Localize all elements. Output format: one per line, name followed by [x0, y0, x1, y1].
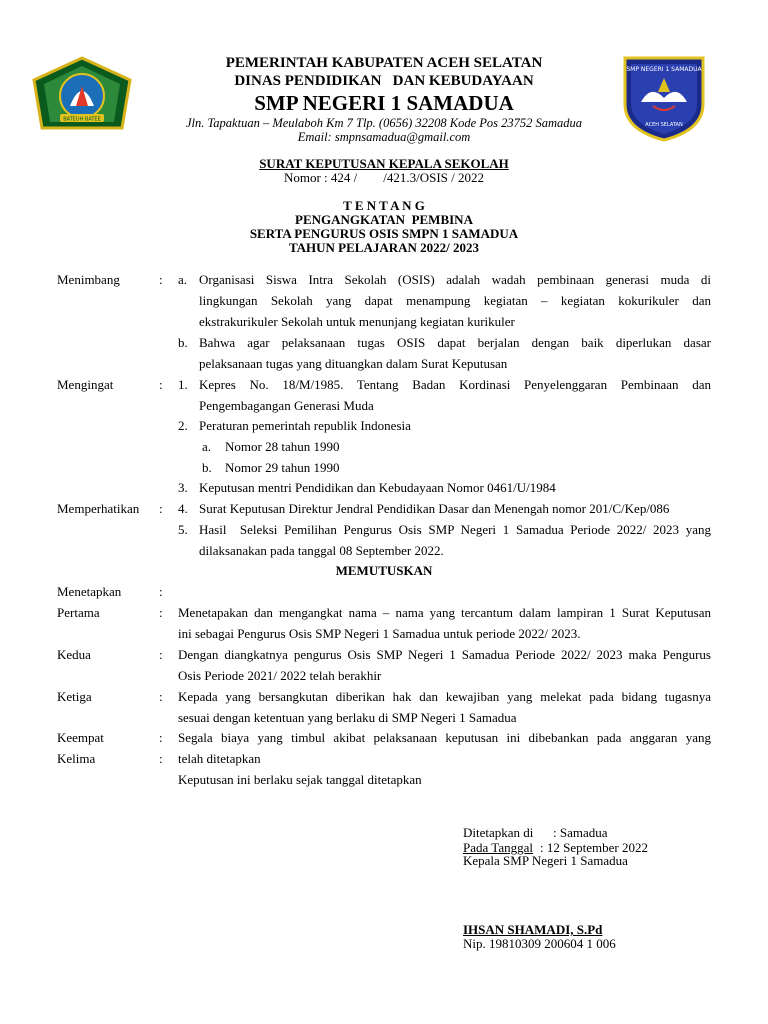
ketiga-line-2: sesuai dengan ketentuan yang berlaku di SMP Negeri 1 Samadua: [178, 710, 517, 725]
keempat-label: Keempat: [57, 730, 104, 745]
mengingat-2a-marker: a.: [202, 439, 212, 454]
menimbang-a-line-3: ekstrakurikuler Sekolah untuk menunjang kegiatan kurikuler: [199, 314, 515, 329]
memperhatikan-label: Memperhatikan: [57, 501, 140, 516]
header-email: Email: smpnsamadua@gmail.com: [297, 130, 471, 144]
kedua-colon: :: [159, 647, 163, 662]
document-number: Nomor : 424 / /421.3/OSIS / 2022: [283, 170, 485, 185]
header-department: DINAS PENDIDIKAN DAN KEBUDAYAAN: [234, 73, 534, 89]
memperhatikan-5-line-2: dilaksanakan pada tanggal 08 September 2022.: [199, 543, 444, 558]
menimbang-label: Menimbang: [57, 272, 120, 287]
header-school-name: SMP NEGERI 1 SAMADUA: [254, 91, 514, 115]
menetapkan-colon: :: [159, 584, 163, 599]
memperhatikan-colon: :: [159, 501, 163, 516]
pada-tanggal-label: Pada Tanggal: [463, 840, 533, 855]
pertama-line-2: ini sebagai Pengurus Osis SMP Negeri 1 Samadua untuk periode 2022/ 2023.: [178, 626, 581, 641]
menimbang-b-marker: b.: [178, 335, 188, 350]
school-logo: [621, 54, 707, 142]
signatory-position: Kepala SMP Negeri 1 Samadua: [463, 853, 628, 868]
memperhatikan-4-marker: 4.: [178, 501, 188, 516]
ditetapkan-label: Ditetapkan di: [463, 825, 534, 840]
mengingat-3-marker: 3.: [178, 480, 188, 495]
menimbang-a-marker: a.: [178, 272, 188, 287]
mengingat-2-marker: 2.: [178, 418, 188, 433]
pada-tanggal-value: : 12 September 2022: [540, 840, 648, 855]
kedua-label: Kedua: [57, 647, 91, 662]
svg-text:ACEH SELATAN: ACEH SELATAN: [645, 122, 683, 128]
subject-line-3: TAHUN PELAJARAN 2022/ 2023: [288, 240, 480, 255]
kedua-line-2: Osis Periode 2021/ 2022 telah berakhir: [178, 668, 382, 683]
mengingat-2b-text: Nomor 29 tahun 1990: [225, 460, 340, 475]
mengingat-1-line-2: Pengembagangan Generasi Muda: [199, 398, 374, 413]
menimbang-b-line-1: Bahwa agar pelaksanaan tugas OSIS dapat berjalan dengan baik diperlukan dasar: [199, 335, 711, 350]
svg-text:SMP NEGERI 1 SAMADUA: SMP NEGERI 1 SAMADUA: [626, 66, 702, 73]
signatory-nip: Nip. 19810309 200604 1 006: [463, 936, 616, 951]
kelima-label: Kelima: [57, 751, 96, 766]
mengingat-2b-marker: b.: [202, 460, 212, 475]
mengingat-1-marker: 1.: [178, 377, 188, 392]
memperhatikan-5-line-1: Hasil Seleksi Pemilihan Pengurus Osis SMP Negeri 1 Samadua Periode 2022/ 2023 yang: [199, 522, 711, 537]
pertama-label: Pertama: [57, 605, 100, 620]
keempat-colon: :: [159, 730, 163, 745]
document-title: SURAT KEPUTUSAN KEPALA SEKOLAH: [259, 156, 509, 171]
pertama-colon: :: [159, 605, 163, 620]
ketiga-colon: :: [159, 689, 163, 704]
header-address: Jln. Tapaktuan – Meulaboh Km 7 Tlp. (0656) 32208 Kode Pos 23752 Samadua: [185, 116, 583, 130]
keempat-line-1: Segala biaya yang timbul akibat pelaksanaan keputusan ini dibebankan pada anggaran yang: [178, 730, 711, 745]
tentang-heading: T E N T A N G: [343, 198, 425, 213]
kelima-colon: :: [159, 751, 163, 766]
menetapkan-label: Menetapkan: [57, 584, 122, 599]
keempat-line-2: telah ditetapkan: [178, 751, 261, 766]
pertama-line-1: Menetapakan dan mengangkat nama – nama yang tercantum dalam lampiran 1 Surat Keputusan: [178, 605, 711, 620]
header-government: PEMERINTAH KABUPATEN ACEH SELATAN: [225, 55, 543, 71]
memperhatikan-5-marker: 5.: [178, 522, 188, 537]
menimbang-b-line-2: pelaksanaan tugas yang dituangkan dalam Surat Keputusan: [199, 356, 508, 371]
memutuskan-heading: MEMUTUSKAN: [335, 563, 433, 578]
mengingat-label: Mengingat: [57, 377, 114, 392]
subject-line-1: PENGANGKATAN PEMBINA: [295, 212, 473, 227]
mengingat-colon: :: [159, 377, 163, 392]
mengingat-2-text: Peraturan pemerintah republik Indonesia: [199, 418, 411, 433]
aceh-selatan-regency-logo: [30, 56, 134, 136]
subject-line-2: SERTA PENGURUS OSIS SMPN 1 SAMADUA: [249, 226, 519, 241]
menimbang-a-line-1: Organisasi Siswa Intra Sekolah (OSIS) adalah wadah pembinaan generasi muda di: [199, 272, 711, 287]
memperhatikan-4-text: Surat Keputusan Direktur Jendral Pendidikan Dasar dan Menengah nomor 201/C/Kep/086: [199, 501, 670, 516]
signatory-name: IHSAN SHAMADI, S.Pd: [463, 922, 603, 937]
ditetapkan-value: : Samadua: [553, 825, 608, 840]
ketiga-line-1: Kepada yang bersangkutan diberikan hak dan kewajiban yang melekat pada bidang tugasnya: [178, 689, 711, 704]
menimbang-colon: :: [159, 272, 163, 287]
kedua-line-1: Dengan diangkatnya pengurus Osis SMP Negeri 1 Samadua Periode 2022/ 2023 maka Pengurus: [178, 647, 711, 662]
ketiga-label: Ketiga: [57, 689, 92, 704]
menimbang-a-line-2: lingkungan Sekolah yang dapat menampung kegiatan – kegiatan kokurikuler dan: [199, 293, 711, 308]
svg-text:BATEUH BATEE: BATEUH BATEE: [63, 116, 101, 123]
mengingat-1-line-1: Kepres No. 18/M/1985. Tentang Badan Kordinasi Penyelenggaran Pembinaan dan: [199, 377, 711, 392]
mengingat-3-text: Keputusan mentri Pendidikan dan Kebudayaan Nomor 0461/U/1984: [199, 480, 556, 495]
mengingat-2a-text: Nomor 28 tahun 1990: [225, 439, 340, 454]
kelima-text: Keputusan ini berlaku sejak tanggal ditetapkan: [178, 772, 422, 787]
